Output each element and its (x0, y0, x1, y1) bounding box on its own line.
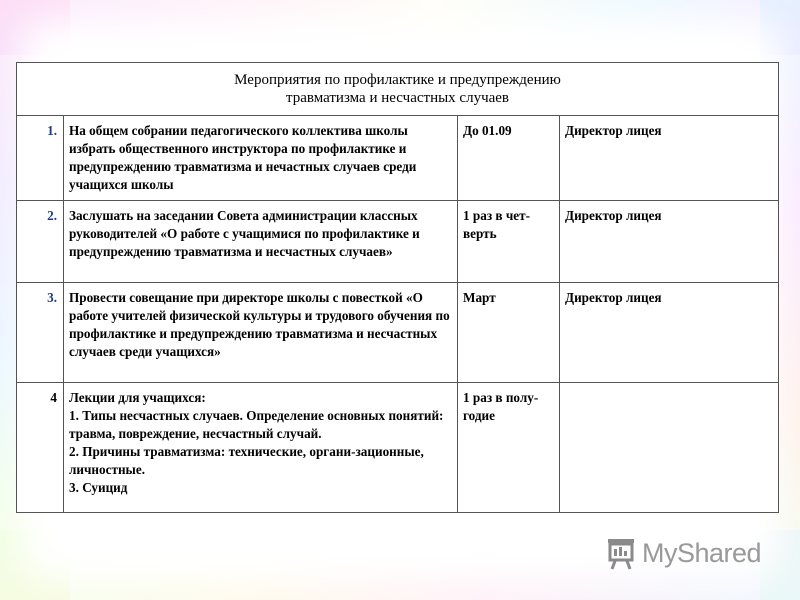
row-term: До 01.09 (458, 116, 560, 201)
table-title: Мероприятия по профилактике и предупреждению травматизма и несчастных случаев (17, 63, 779, 116)
row-task (64, 383, 458, 513)
row-task: Провести совещание при директоре школы с повесткой «О работе учителей физической культуры и трудового обучения по профилактике и предупреждению травматизма и несчастных случаев среди учащихся» (64, 283, 458, 383)
row-task: На общем собрании педагогического коллектива школы избрать общественного инструктора по профилактике и предупреждению травматизма и нечастных случаев среди учащихся школы (64, 116, 458, 201)
row-term: 1 раз в чет-верть (458, 201, 560, 283)
row-term: 1 раз в полу-годие (458, 383, 560, 513)
row-number: 2. (17, 201, 64, 283)
table-row (17, 283, 779, 383)
task-line: 2. Причины травматизма: технические, органи-зационные, личностные. (69, 444, 424, 477)
table-row (17, 201, 779, 283)
row-number: 4 (17, 383, 64, 513)
logo-text: MyShared (642, 537, 762, 568)
table-row (17, 116, 779, 201)
presentation-board-icon (604, 536, 638, 570)
task-line: 3. Суицид (69, 480, 128, 495)
row-number: 3. (17, 283, 64, 383)
table-header-row (17, 63, 779, 116)
row-responsible: Директор лицея (560, 283, 779, 383)
myshared-logo (604, 535, 764, 571)
task-line: 1. Типы несчастных случаев. Определение основных понятий: травма, повреждение, несчастный случай. (69, 408, 444, 441)
row-term: Март (458, 283, 560, 383)
row-number: 1. (17, 116, 64, 201)
row-responsible (560, 383, 779, 513)
row-responsible: Директор лицея (560, 201, 779, 283)
row-task: Заслушать на заседании Совета администрации классных руководителей «О работе с учащимися по профилактике и предупреждению травматизма и несчастных случаев» (64, 201, 458, 283)
row-responsible: Директор лицея (560, 116, 779, 201)
measures-table (16, 62, 779, 513)
table-row (17, 383, 779, 513)
task-line: Лекции для учащихся: (69, 390, 206, 405)
